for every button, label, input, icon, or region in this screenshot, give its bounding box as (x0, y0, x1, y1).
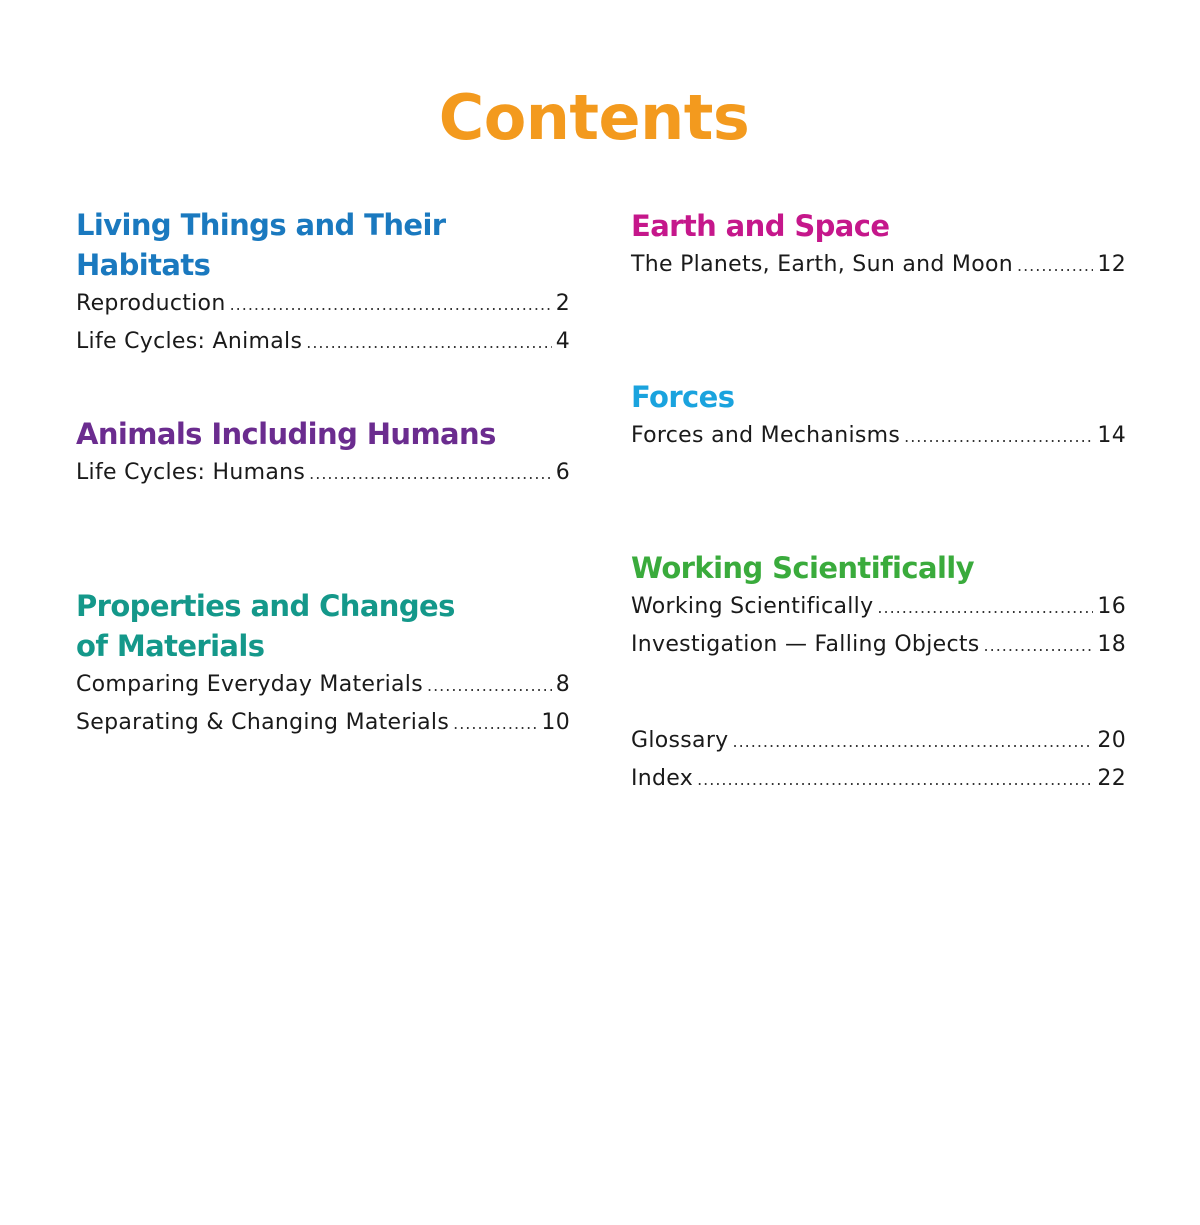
toc-entry-glossary[interactable] (631, 722, 1126, 760)
toc-entry-label: Life Cycles: Humans (76, 460, 306, 485)
toc-entry[interactable] (631, 417, 1126, 455)
toc-entry-index[interactable] (631, 760, 1126, 798)
dot-leader (904, 418, 1093, 456)
toc-entry-label: Forces and Mechanisms (631, 423, 901, 448)
dot-leader (697, 761, 1093, 799)
dot-leader (230, 286, 552, 324)
toc-entry[interactable] (76, 666, 570, 704)
toc-entry[interactable] (631, 588, 1126, 626)
toc-entry-label: Separating & Changing Materials (76, 710, 450, 735)
toc-entry[interactable] (76, 323, 570, 361)
section-animals-including-humans (76, 414, 570, 492)
toc-entry-page: 22 (1097, 766, 1126, 791)
toc-entry-label: Investigation — Falling Objects (631, 632, 980, 657)
dot-leader (453, 705, 537, 743)
toc-entry-label: Reproduction (76, 291, 226, 316)
section-heading (631, 377, 1126, 417)
section-heading-line: Animals Including Humans (76, 417, 496, 451)
toc-entry[interactable] (631, 626, 1126, 664)
section-living-things (76, 205, 570, 361)
dot-leader (984, 627, 1094, 665)
toc-entry-page: 16 (1097, 594, 1126, 619)
page-title: Contents (438, 81, 750, 154)
toc-entry[interactable] (76, 285, 570, 323)
section-heading-line: Forces (631, 380, 735, 414)
toc-entry-label: Comparing Everyday Materials (76, 672, 423, 697)
toc-entry[interactable] (631, 246, 1126, 284)
section-heading-line: Properties and Changes (76, 589, 455, 623)
dot-leader (306, 324, 551, 362)
section-heading (631, 548, 1126, 588)
dot-leader (1017, 247, 1093, 285)
toc-entry-label: Glossary (631, 728, 729, 753)
section-heading-line: Working Scientifically (631, 551, 974, 585)
toc-entry-page: 12 (1097, 252, 1126, 277)
dot-leader (309, 455, 552, 493)
section-earth-and-space (631, 206, 1126, 284)
dot-leader (427, 667, 552, 705)
section-heading-line: Living Things and Their Habitats (76, 208, 446, 282)
toc-entry-page: 4 (555, 329, 570, 354)
section-heading (631, 206, 1126, 246)
toc-entry-page: 10 (541, 710, 570, 735)
section-heading (76, 414, 570, 454)
section-forces (631, 377, 1126, 455)
toc-entry-page: 8 (555, 672, 570, 697)
section-properties-of-materials (76, 586, 570, 742)
toc-entry-label: Working Scientifically (631, 594, 874, 619)
toc-entry[interactable] (76, 454, 570, 492)
section-heading-line: of Materials (76, 629, 265, 663)
toc-entry-page: 6 (555, 460, 570, 485)
toc-entry-page: 18 (1097, 632, 1126, 657)
toc-entry-page: 20 (1097, 728, 1126, 753)
toc-entry-label: Life Cycles: Animals (76, 329, 303, 354)
toc-entry-page: 14 (1097, 423, 1126, 448)
toc-entry-label: Index (631, 766, 694, 791)
toc-entry[interactable] (76, 704, 570, 742)
toc-entry-page: 2 (555, 291, 570, 316)
section-back-matter (631, 722, 1126, 798)
section-heading (76, 586, 570, 666)
section-working-scientifically (631, 548, 1126, 664)
dot-leader (877, 589, 1093, 627)
section-heading (76, 205, 570, 285)
toc-entry-label: The Planets, Earth, Sun and Moon (631, 252, 1013, 277)
section-heading-line: Earth and Space (631, 209, 890, 243)
dot-leader (733, 723, 1094, 761)
